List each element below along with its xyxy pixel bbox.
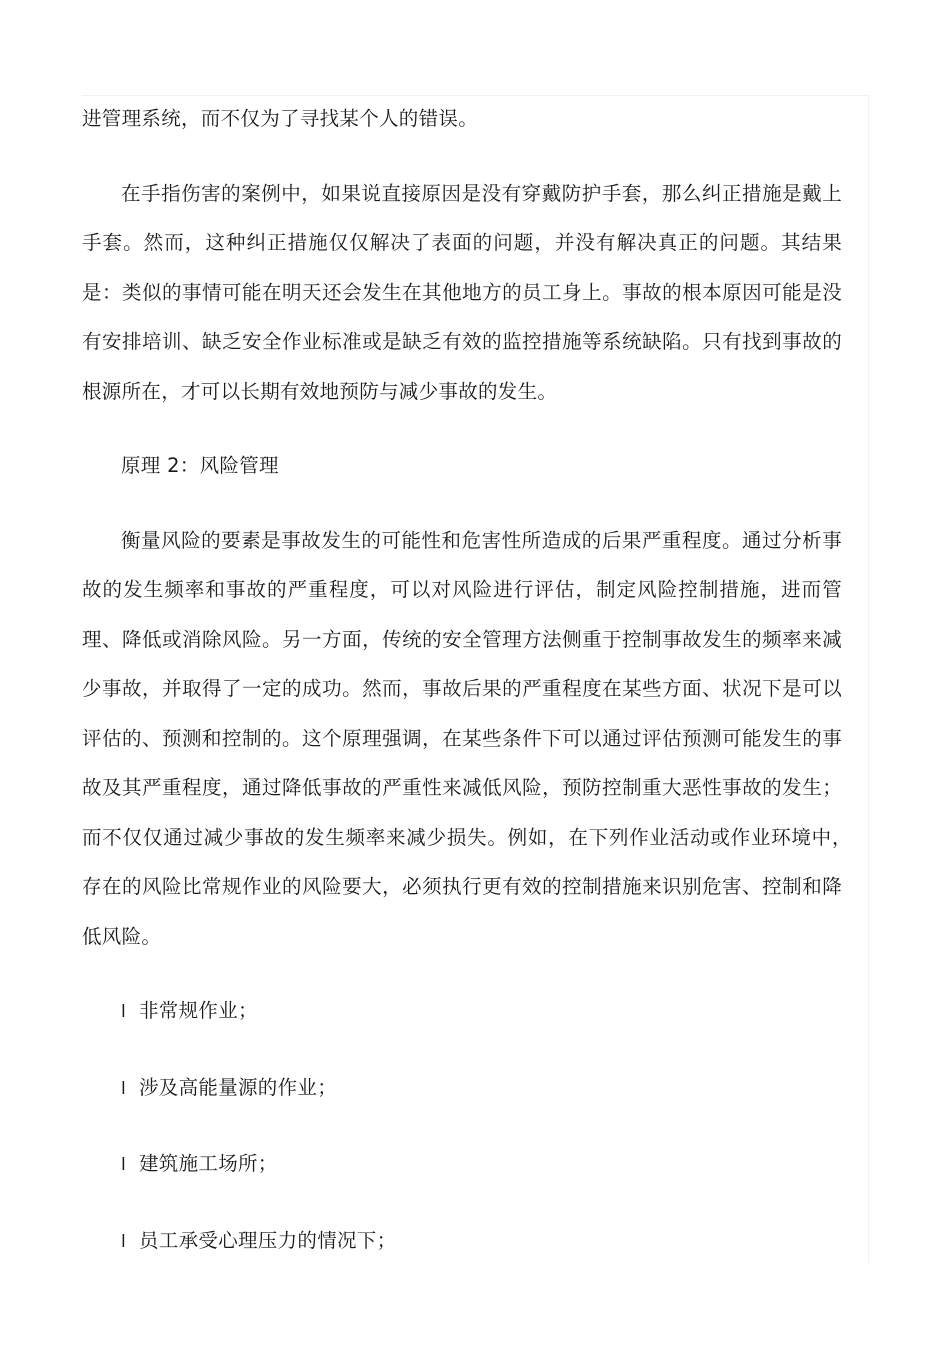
- paragraph-gap: [82, 491, 842, 516]
- list-item-text: 员工承受心理压力的情况下；: [139, 1228, 397, 1252]
- list-item: [82, 1063, 842, 1115]
- paragraph-risk-management: 衡量风险的要素是事故发生的可能性和危害性所造成的后果严重程度。通过分析事故的发生频率和事故的严重程度，可以对风险进行评估，制定风险控制措施，进而管理、降低或消除风险。另一方面，传统的安全管理方法侧重于控制事故发生的频率来减少事故，并取得了一定的成功。然而，事故后果的严重程度在某些方面、状况下是可以评估的、预测和控制的。这个原理强调，在某些条件下可以通过评估预测可能发生的事故及其严重程度，通过降低事故的严重性来减低风险，预防控制重大恶性事故的发生；而不仅仅通过减少事故的发生频率来减少损失。例如，在下列作业活动或作业环境中， 存在的风险比常规作业的风险要大，必须执行更有效的控制措施来识别危害、控制和降低风险。: [82, 528, 862, 948]
- document-body: [82, 94, 862, 1292]
- paragraph-gap: [82, 961, 842, 986]
- list-item: [82, 986, 842, 1038]
- page-right-border: [868, 95, 869, 1263]
- list-item-text: 涉及高能量源的作业；: [139, 1075, 338, 1099]
- paragraph-continuation: 进管理系统，而不仅为了寻找某个人的错误。: [82, 107, 479, 130]
- bullet-marker: l: [121, 1231, 127, 1252]
- list-item-text: 建筑施工场所；: [139, 1152, 278, 1175]
- list-item-text: 非常规作业；: [139, 999, 258, 1022]
- section-heading: 原理 2：风险管理: [121, 454, 279, 477]
- bullet-marker: l: [121, 1002, 127, 1022]
- paragraph-gap: [82, 144, 842, 169]
- list-item: [82, 1139, 842, 1191]
- bullet-marker: l: [121, 1078, 127, 1099]
- bullet-marker: l: [121, 1155, 127, 1175]
- paragraph-finger-injury-case: 在手指伤害的案例中，如果说直接原因是没有穿戴防护手套，那么纠正措施是戴上手套。然而，这种纠正措施仅仅解决了表面的问题，并没有解决真正的问题。其结果是：类似的事情可能在明天还会发生在其他地方的员工身上。事故的根本原因可能是没有安排培训、缺乏安全作业标准或是缺乏有效的监控措施等系统缺陷。只有找到事故的根源所在，才可以长期有效地预防与减少事故的发生。: [82, 181, 842, 403]
- bullet-list: [82, 986, 842, 1267]
- paragraph-gap: [82, 416, 842, 441]
- list-item: [82, 1216, 842, 1268]
